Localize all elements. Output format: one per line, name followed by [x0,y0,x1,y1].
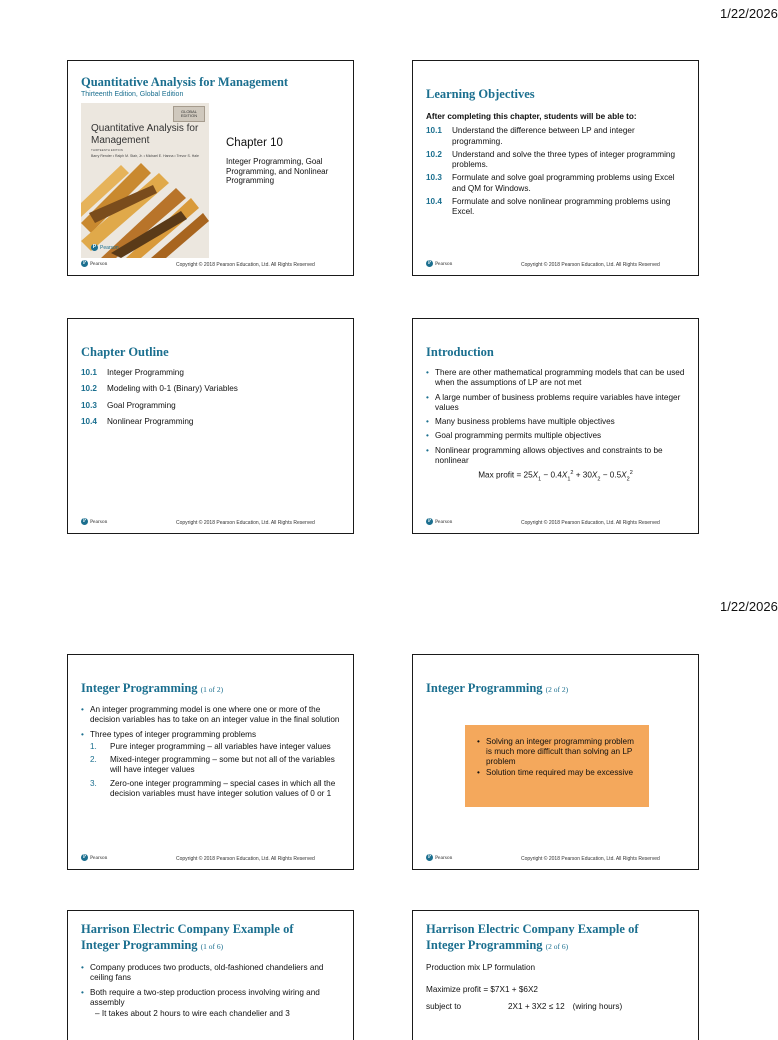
bullet-text: Both require a two-step production process involving wiring and assembly [90,987,320,1007]
list-item [426,197,685,218]
page-date: 1/22/2026 [720,6,778,21]
pearson-logo-icon: P [82,519,87,524]
formulation-heading: Production mix LP formulation [426,963,536,972]
slide-body [81,963,340,1019]
item-text: Formulate and solve goal programming problems using Excel and QM for Windows. [452,173,675,193]
item-text: Formulate and solve nonlinear programming problems using Excel. [452,196,671,216]
cover-authors: Barry Render • Ralph M. Stair, Jr. • Michael E. Hanna • Trevor S. Hale [91,154,199,158]
slide-heading [426,680,568,696]
bullet-text: An integer programming model is one where one or more of the decision variables has to take on an integer value in the final solution [90,705,340,725]
bullet-text: A large number of business problems require variables have integer values [435,392,681,412]
item-text: Modeling with 0-1 (Binary) Variables [107,384,238,394]
list-item [81,384,340,394]
bullet-item: • Solution time required may be excessive [477,767,633,777]
heading-line: Integer Programming [426,938,543,953]
slide-heading [81,680,223,696]
bullet-item: • There are other mathematical programming models that can be used when the assumptions of LP are not met [426,368,685,388]
item-number: 2. [90,755,97,764]
slide-learning-objectives [412,60,699,276]
slide-body [81,368,340,433]
bullet-item: • An integer programming model is one where one or more of the decision variables has to take on an integer value in the final solution [81,705,340,725]
global-edition-badge: GLOBAL EDITION [173,106,205,122]
cover-publisher [91,244,119,251]
slide-integer-programming-1 [67,654,354,870]
pearson-logo-icon: P [92,244,97,250]
bullet-text: Solution time required may be excessive [486,767,633,777]
copyright: Copyright © 2018 Pearson Education, Ltd. All Rights Reserved [176,856,315,862]
subject-to-label: subject to [426,1001,462,1011]
pearson-logo-text: Pearson [435,260,453,267]
list-item [426,126,685,147]
copyright: Copyright © 2018 Pearson Education, Ltd. All Rights Reserved [521,856,660,862]
slide-heading: Introduction [426,345,494,359]
slide-heading [426,921,638,954]
pearson-logo [81,260,107,267]
pearson-logo-text: Pearson [90,518,108,525]
bullet-text: Company produces two products, old-fashioned chandeliers and ceiling fans [90,963,324,983]
slide-heading [81,921,293,954]
item-text: Mixed-integer programming – some but not all of the variables will have integer values [110,755,335,775]
objective-function: Maximize profit = $7X1 + $6X2 [426,985,538,995]
page-date: 1/22/2026 [720,599,778,614]
slide-harrison-example-2 [412,910,699,1040]
item-number: 10.3 [426,173,442,183]
bullet-text: Solving an integer programming problem is much more difficult than solving an LP problem [486,737,634,766]
item-number: 10.1 [426,126,442,136]
cover-artwork [81,103,209,258]
item-number: 3. [90,778,97,788]
profit-formula: Max profit = $25X_1 - 0.4X_1^2 + 30X_2 - 0.5X_2^2$ [478,470,633,483]
heading-line: Harrison Electric Company Example of [81,922,294,936]
pearson-logo [426,518,452,525]
list-item [426,150,685,171]
slide-body [426,963,685,1012]
bullet-item: • A large number of business problems require variables have integer values [426,393,685,414]
slide-title [67,60,354,276]
pearson-logo-text: Pearson [435,518,453,525]
item-number: 10.2 [426,149,442,159]
heading-line: Harrison Electric Company Example of [426,922,639,936]
cover-publisher-name: Pearson [100,244,119,251]
item-text: Understand the difference between LP and integer programming. [452,126,635,146]
pearson-logo-icon: P [82,261,87,266]
copyright: Copyright © 2018 Pearson Education, Ltd. All Rights Reserved [176,262,315,268]
pearson-logo [426,854,452,861]
pearson-logo-text: Pearson [90,260,108,267]
item-number: 1. [90,741,97,751]
slide-heading: Chapter Outline [81,345,169,359]
bullet-text: There are other mathematical programming models that can be used when the assumptions of LP are not met [435,368,685,388]
item-number: 10.3 [81,400,97,410]
item-number: 10.2 [81,384,97,394]
slide-footer [426,260,685,270]
slide-chapter-outline [67,318,354,534]
list-item [81,368,340,378]
pearson-logo [81,854,107,861]
slide-heading: Learning Objectives [426,87,535,101]
constraint-label: (wiring hours) [572,1001,623,1011]
copyright: Copyright © 2018 Pearson Education, Ltd. All Rights Reserved [176,520,315,526]
bullet-item: • Three types of integer programming problems [81,729,257,739]
bullet-text: Many business problems have multiple objectives [435,417,615,426]
pearson-logo-icon: P [427,261,432,266]
list-item [426,173,685,194]
pearson-logo-text: Pearson [90,854,108,861]
chapter-number: Chapter 10 [226,137,283,149]
slide-footer [81,260,340,270]
bullet-item: • Many business problems have multiple objectives [426,417,615,426]
part-indicator: (1 of 2) [200,685,224,694]
dash-item: – It takes about 2 hours to wire each chandelier and 3 [95,1009,290,1018]
part-indicator: (2 of 2) [545,685,569,694]
bullet-item: • Solving an integer programming problem is much more difficult than solving an LP problem [477,737,637,767]
constraint-expression: 2X1 + 3X2 ≤ 12 [508,1001,565,1011]
book-cover [81,103,209,258]
bullet-item: • Both require a two-step production process involving wiring and assembly [81,988,340,1009]
bullet-item: • Nonlinear programming allows objectives and constraints to be nonlinear [426,446,685,467]
slide-body [426,368,685,483]
constraint-row [426,1002,685,1012]
pearson-logo-icon: P [82,855,87,860]
slide-footer [426,518,685,528]
list-item [81,401,340,411]
sub-list-item [90,755,340,776]
part-indicator: (2 of 6) [545,942,569,952]
slide-heading: Quantitative Analysis for Management [81,75,289,89]
bullet-text: Three types of integer programming problems [90,729,257,739]
sub-list-item [90,779,340,800]
heading-text: Integer Programming [426,681,543,695]
cover-edition: THIRTEENTH EDITION [91,148,123,152]
slide-footer [426,854,685,864]
slide-subheading: Thirteenth Edition, Global Edition [81,91,184,98]
bullet-text: Nonlinear programming allows objectives and constraints to be nonlinear [435,445,663,465]
objectives-intro: After completing this chapter, students will be able to: [426,112,637,121]
item-text: Pure integer programming – all variables have integer values [110,741,331,751]
pearson-logo [81,518,107,525]
sub-list-item [90,742,340,752]
slide-footer [81,518,340,528]
item-text: Integer Programming [107,368,184,377]
item-text: Nonlinear Programming [107,416,194,426]
cover-title: Quantitative Analysis for Management [91,123,199,146]
pearson-logo [426,260,452,267]
copyright: Copyright © 2018 Pearson Education, Ltd. All Rights Reserved [521,262,660,268]
item-text: Understand and solve the three types of integer programming problems. [452,149,676,169]
item-text: Goal Programming [107,400,176,410]
slide-body [81,705,340,802]
slide-body [426,112,685,220]
slide-footer [81,854,340,864]
pearson-logo-text: Pearson [435,854,453,861]
item-text: Zero-one integer programming – special cases in which all the decision variables must have integer solution values of 0 or 1 [110,778,336,798]
chapter-title: Integer Programming, Goal Programming, and Nonlinear Programming [226,157,329,186]
slide-harrison-example-1 [67,910,354,1040]
slide-introduction [412,318,699,534]
heading-line: Integer Programming [81,938,198,953]
part-indicator: (1 of 6) [200,942,224,952]
heading-text: Integer Programming [81,681,198,695]
bullet-text: Goal programming permits multiple objectives [435,431,602,441]
slide-integer-programming-2 [412,654,699,870]
item-number: 10.4 [81,416,97,426]
item-number: 10.4 [426,196,442,206]
highlight-box [465,725,649,807]
pearson-logo-icon: P [427,855,432,860]
bullet-item: • Company produces two products, old-fashioned chandeliers and ceiling fans [81,963,340,984]
list-item [81,417,340,427]
bullet-item: • Goal programming permits multiple objectives [426,431,602,441]
item-number: 10.1 [81,368,97,377]
copyright: Copyright © 2018 Pearson Education, Ltd. All Rights Reserved [521,520,660,526]
pearson-logo-icon: P [427,519,432,524]
